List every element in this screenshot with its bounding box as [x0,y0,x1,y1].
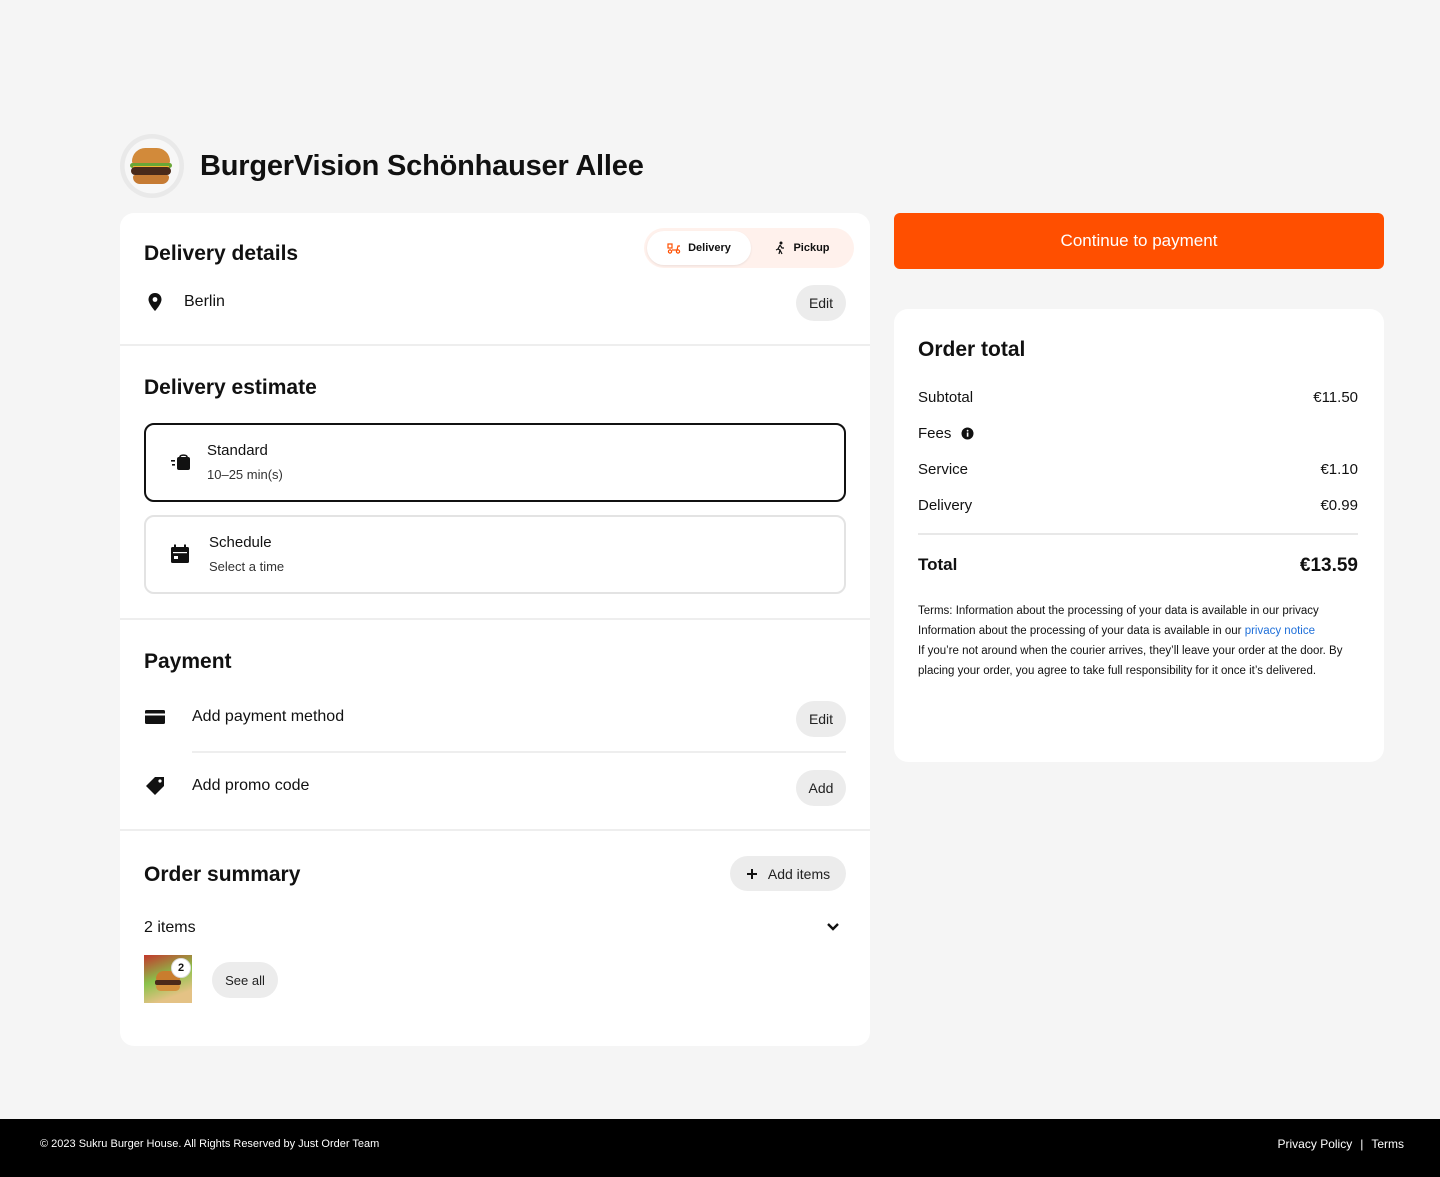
restaurant-header [120,134,644,198]
plus-icon [746,868,758,880]
total-value: €13.59 [1299,555,1358,576]
delivery-mode-toggle [644,228,854,268]
terms-line-2: Information about the processing of your data is available in our privacy notice [918,625,1315,637]
continue-to-payment-button[interactable]: Continue to payment [894,213,1384,269]
order-summary-title: Order summary [144,863,301,886]
edit-address-button[interactable]: Edit [796,285,846,321]
terms-line-3: If you’re not around when the courier arrives, they’ll leave your order at the door. By placing your order, you agree to take full responsibility for it once it’s delivered. [918,645,1343,677]
item-quantity-badge: 2 [171,958,191,978]
add-promo-button[interactable]: Add [796,770,846,806]
burger-image [128,148,174,186]
divider [120,829,870,831]
promo-code-label: Add promo code [192,777,310,794]
edit-payment-button[interactable]: Edit [796,701,846,737]
walking-icon [774,241,786,255]
total-label: Total [918,555,958,574]
delivery-address: Berlin [184,293,225,310]
pickup-toggle-label: Pickup [793,242,830,254]
add-items-label: Add items [767,865,831,882]
divider [120,344,870,346]
restaurant-avatar [120,134,184,198]
footer [0,1119,1440,1177]
subtotal-label: Subtotal [918,389,974,406]
pickup-toggle-option[interactable] [754,231,850,265]
calendar-icon [170,544,190,564]
terms-text [918,601,1364,681]
fees-row [918,425,1358,442]
service-label: Service [918,461,969,478]
footer-separator: | [1360,1137,1364,1151]
add-items-button[interactable] [730,856,846,891]
see-all-button[interactable]: See all [212,962,278,998]
delivery-bag-icon [170,453,192,473]
delivery-fee-value: €0.99 [1320,497,1358,514]
subtotal-row [918,389,1358,406]
divider [192,751,846,753]
delivery-fee-row [918,497,1358,514]
order-total-card [894,309,1384,762]
promo-code-row[interactable] [144,775,309,797]
schedule-delivery-option[interactable] [144,515,846,594]
credit-card-icon [144,708,166,726]
tag-icon [144,775,166,797]
order-total-title: Order total [918,338,1026,361]
standard-delivery-option[interactable] [144,423,846,502]
delivery-address-row [144,291,225,313]
delivery-estimate-title: Delivery estimate [144,376,317,399]
divider [120,618,870,620]
restaurant-name: BurgerVision Schönhauser Allee [200,149,644,182]
checkout-details-card [120,213,870,1046]
payment-title: Payment [144,650,232,673]
payment-method-label: Add payment method [192,708,345,725]
copyright-text: © 2023 Sukru Burger House. All Rights Reserved by Just Order Team [40,1138,380,1150]
terms-line-1: Terms: Information about the processing of your data is available in our privacy [918,605,1319,617]
delivery-details-title: Delivery details [144,242,299,265]
location-pin-icon [144,291,166,313]
subtotal-value: €11.50 [1313,389,1358,406]
fees-label: Fees [918,425,952,442]
delivery-toggle-option[interactable] [647,231,751,265]
delivery-toggle-label: Delivery [688,242,731,254]
items-count: 2 items [144,919,196,936]
standard-time: 10–25 min(s) [207,467,283,482]
privacy-notice-link[interactable]: privacy notice [1244,625,1315,637]
service-value: €1.10 [1320,461,1358,478]
scooter-icon [667,242,681,254]
service-row [918,461,1358,478]
delivery-fee-label: Delivery [918,497,973,514]
schedule-label: Schedule [209,534,272,551]
standard-label: Standard [207,442,268,459]
schedule-sub: Select a time [209,559,285,574]
footer-links [1278,1137,1404,1151]
terms-link[interactable]: Terms [1371,1137,1404,1151]
divider [918,533,1358,535]
payment-method-row[interactable] [144,708,344,726]
total-row [918,555,1358,577]
chevron-down-icon[interactable] [826,922,840,932]
privacy-policy-link[interactable]: Privacy Policy [1277,1137,1353,1151]
info-icon[interactable] [961,427,974,440]
